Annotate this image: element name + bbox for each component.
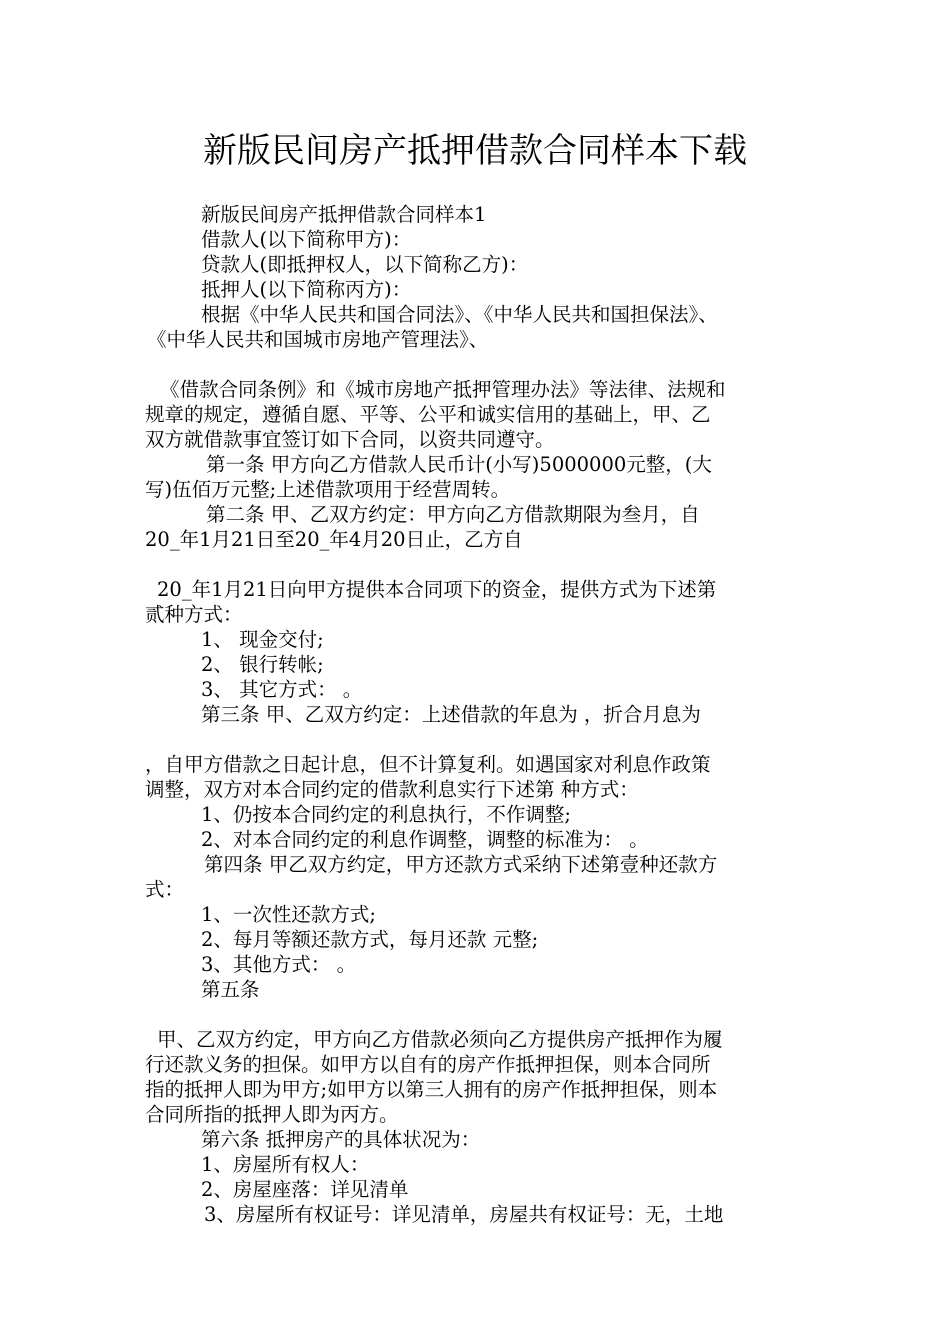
text-line: 2、房屋座落：详见清单 [201,1178,409,1201]
text-line: ，自甲方借款之日起计息，但不计算复利。如遇国家对利息作政策 [145,753,711,776]
text-line: 新版民间房产抵押借款合同样本1 [201,203,487,226]
text-line: 抵押人(以下简称丙方)： [201,278,412,301]
text-line: 根据《中华人民共和国合同法》、《中华人民共和国担保法》、 [201,303,718,326]
text-line: 第六条 抵押房产的具体状况为： [201,1128,481,1151]
text-line: 第三条 甲、乙双方约定：上述借款的年息为 ，折合月息为 [201,703,701,726]
text-line: 3、 其它方式： 。 [201,678,363,701]
text-line: 行还款义务的担保。如甲方以自有的房产作抵押担保，则本合同所 [145,1053,711,1076]
text-line: 合同所指的抵押人即为丙方。 [145,1103,399,1126]
text-line: 1、 现金交付; [201,628,324,651]
text-line: 2、每月等额还款方式，每月还款 元整; [201,928,539,951]
text-line: 贰种方式： [145,603,243,626]
text-line: 《中华人民共和国城市房地产管理法》、 [147,328,489,351]
document-title: 新版民间房产抵押借款合同样本下载 [203,131,747,171]
text-line: 规章的规定，遵循自愿、平等、公平和诚实信用的基础上，甲、乙 [145,403,711,426]
text-line: 20_年1月21日向甲方提供本合同项下的资金，提供方式为下述第 [157,578,717,601]
text-line: 3、其他方式： 。 [201,953,357,976]
text-line: 第一条 甲方向乙方借款人民币计(小写)5000000元整，(大 [206,453,712,476]
text-line: 第二条 甲、乙双方约定：甲方向乙方借款期限为叁月，自 [206,503,700,526]
text-line: 第五条 [201,978,260,1001]
text-line: 甲、乙双方约定，甲方向乙方借款必须向乙方提供房产抵押作为履 [157,1028,723,1051]
text-line: 贷款人(即抵押权人，以下简称乙方)： [201,253,529,276]
text-line: 1、房屋所有权人： [201,1153,370,1176]
text-line: 20_年1月21日至20_年4月20日止，乙方自 [145,528,523,551]
text-line: 第四条 甲乙双方约定，甲方还款方式采纳下述第壹种还款方 [204,853,718,876]
text-line: 双方就借款事宜签订如下合同，以资共同遵守。 [145,428,555,451]
text-line: 式： [145,878,185,901]
text-line: 借款人(以下简称甲方)： [201,228,412,251]
text-line: 3、房屋所有权证号：详见清单，房屋共有权证号：无，土地 [204,1203,724,1226]
text-line: 1、一次性还款方式; [201,903,376,926]
text-line: 调整，双方对本合同约定的借款利息实行下述第 种方式： [145,778,639,801]
text-line: 《借款合同条例》和《城市房地产抵押管理办法》等法律、法规和 [160,378,726,401]
text-line: 指的抵押人即为甲方;如甲方以第三人拥有的房产作抵押担保，则本 [145,1078,718,1101]
text-line: 2、对本合同约定的利息作调整，调整的标准为： 。 [201,828,649,851]
text-line: 写)伍佰万元整;上述借款项用于经营周转。 [145,478,511,501]
text-line: 2、 银行转帐; [201,653,324,676]
text-line: 1、仍按本合同约定的利息执行，不作调整; [201,803,571,826]
